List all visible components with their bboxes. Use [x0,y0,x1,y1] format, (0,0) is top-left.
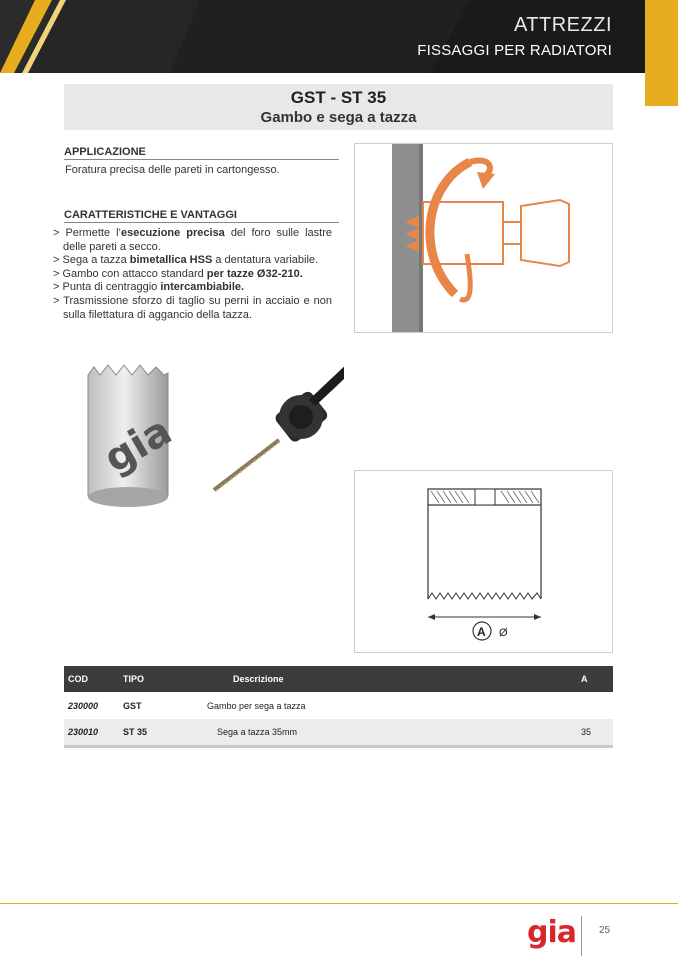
page-number: 25 [599,925,611,936]
section-tab [645,0,678,106]
cell-cod: 230000 [68,700,99,711]
product-title: GST - ST 35 [290,88,387,107]
usage-diagram [354,143,613,333]
col-cod: COD [68,674,88,684]
features-list [53,227,332,322]
table-row [64,692,613,719]
brand-logo: gia [527,915,577,950]
col-tipo: TIPO [123,674,145,684]
dimension-label: A [477,625,486,639]
col-desc: Descrizione [233,674,284,684]
application-heading: APPLICAZIONE [64,146,339,160]
feature-item: > Trasmissione sforzo di taglio su perni in acciaio e non sulla filettatura di aggancio della tazza. [53,295,332,322]
dimension-drawing [355,471,612,652]
cell-tipo: ST 35 [123,726,148,737]
feature-item: > Gambo con attacco standard per tazze Ø32-210. [53,268,332,282]
feature-item: > Sega a tazza bimetallica HSS a dentatura variabile. [53,254,332,268]
product-photo-drawing [64,345,344,530]
feature-item: > Punta di centraggio intercambiabile. [53,281,332,295]
dimension-diagram [354,470,613,653]
cell-a: 35 [581,726,592,737]
features-heading: CARATTERISTICHE E VANTAGGI [64,209,339,223]
cell-desc: Sega a tazza 35mm [217,726,298,737]
cell-desc: Gambo per sega a tazza [207,700,306,711]
footer-divider-line [0,903,678,904]
table-row [64,719,613,746]
cell-tipo: GST [123,700,142,711]
footer-vertical-divider [581,916,582,956]
table-header-row [64,666,613,692]
product-subtitle: Gambo e sega a tazza [260,109,417,126]
application-text: Foratura precisa delle pareti in cartongesso. [65,164,280,176]
page-header [0,0,678,73]
feature-item: > Permette l’esecuzione precisa del foro sulle lastre delle pareti a secco. [53,227,332,254]
product-title-box [64,84,613,130]
svg-text:gia: gia [96,407,180,483]
cell-a [577,692,613,719]
col-a: A [581,674,588,684]
header-category: ATTREZZI [513,14,612,36]
product-table [64,666,613,748]
header-subcategory: FISSAGGI PER RADIATORI [417,42,612,59]
diameter-symbol: Ø [499,627,508,639]
product-photo [64,345,344,530]
cell-cod: 230010 [68,726,99,737]
usage-diagram-drawing [355,144,612,332]
